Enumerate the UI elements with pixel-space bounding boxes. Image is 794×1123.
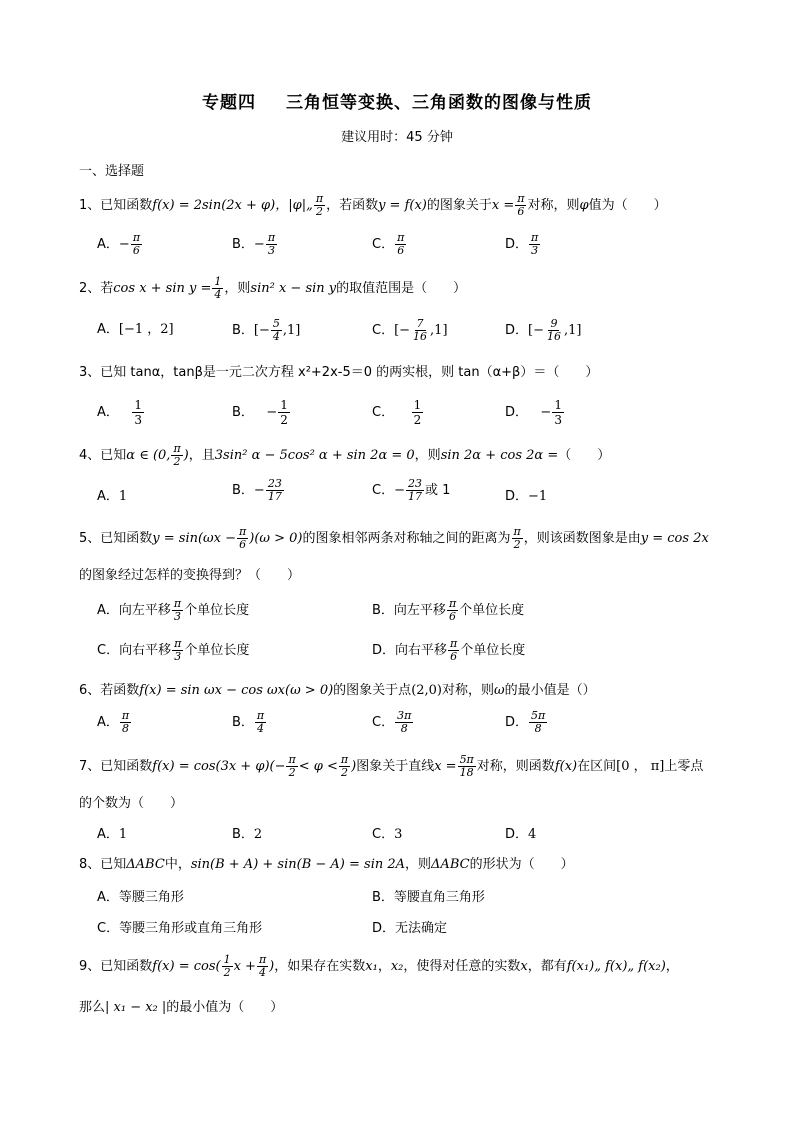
q8-option-a[interactable]: A．等腰三角形: [97, 890, 184, 905]
q3-option-c[interactable]: C． $\frac{1}{2}$: [372, 398, 422, 427]
section-heading: 一、选择题: [79, 164, 145, 179]
question-1: 1、已知函数f(x) = 2sin(2x + φ)，|φ|„ $\frac{\pi}{2}$ ，若函数y = f(x)的图象关于x = $\frac{\pi}{6}$ 对称，则φ值为（ ）: [79, 192, 667, 218]
question-6: 6、若函数f(x) = sin ωx − cos ωx(ω > 0)的图象关于点(2,0)对称，则ω的最小值是（）: [79, 683, 596, 698]
question-9: 9、已知函数f(x) = cos( $\frac{1}{2}$ x + $\frac{\pi}{4}$ )，如果存在实数x₁，x₂，使得对任意的实数x，都有f(x₁)„ f(x)„ f(x₂)，: [79, 953, 679, 979]
q5-option-c[interactable]: C．向右平移 $\frac{\pi}{3}$ 个单位长度: [97, 637, 250, 663]
q5-option-b[interactable]: B．向左平移 $\frac{\pi}{6}$ 个单位长度: [372, 597, 525, 623]
q3-option-d[interactable]: D． − $\frac{1}{3}$: [505, 398, 562, 427]
q2-option-c[interactable]: C．[− $\frac{7}{16}$ ,1]: [372, 317, 448, 343]
q4-option-b[interactable]: B．− $\frac{23}{17}$: [232, 477, 282, 503]
question-2: 2、若cos x + sin y = $\frac{1}{4}$ ，则sin² x − sin y的取值范围是（ ）: [79, 275, 467, 301]
q1-option-c[interactable]: C． $\frac{\pi}{6}$: [372, 231, 405, 257]
q6-option-b[interactable]: B． $\frac{\pi}{4}$: [232, 709, 265, 735]
q8-option-c[interactable]: C．等腰三角形或直角三角形: [97, 921, 263, 936]
q2-option-a[interactable]: A．[−1 ，2]: [97, 322, 174, 337]
q6-option-d[interactable]: D． $\frac{5\pi}{8}$: [505, 709, 546, 735]
q6-option-c[interactable]: C． $\frac{3\pi}{8}$: [372, 709, 412, 735]
question-8: 8、已知ΔABC中，sin(B + A) + sin(B − A) = sin 2A，则ΔABC的形状为（ ）: [79, 857, 574, 872]
q7-option-c[interactable]: C．3: [372, 827, 403, 842]
q2-option-b[interactable]: B．[− $\frac{5}{4}$ ,1]: [232, 317, 301, 343]
q1-option-a[interactable]: A．− $\frac{\pi}{6}$: [97, 231, 141, 257]
question-3: 3、已知 tanα，tanβ是一元二次方程 x²+2x-5＝0 的两实根，则 tan（α+β）＝（ ）: [79, 365, 599, 380]
question-5: 5、已知函数y = sin(ωx − $\frac{\pi}{6}$ )(ω > 0)的图象相邻两条对称轴之间的距离为 $\frac{\pi}{2}$ ，则该函数图象是由y = cos 2x: [79, 525, 709, 551]
q2-option-d[interactable]: D．[− $\frac{9}{16}$ ,1]: [505, 317, 582, 343]
q3-option-a[interactable]: A． $\frac{1}{3}$: [97, 398, 142, 427]
q1-option-b[interactable]: B．− $\frac{\pi}{3}$: [232, 231, 276, 257]
q7-option-a[interactable]: A．1: [97, 827, 128, 842]
question-4: 4、已知α ∈ (0, $\frac{\pi}{2}$ )，且3sin² α − 5cos² α + sin 2α = 0，则sin 2α + cos 2α =（ ）: [79, 442, 611, 468]
q5-option-d[interactable]: D．向右平移 $\frac{\pi}{6}$ 个单位长度: [372, 637, 526, 663]
q1-option-d[interactable]: D． $\frac{\pi}{3}$: [505, 231, 539, 257]
question-7: 7、已知函数f(x) = cos(3x + φ)(− $\frac{\pi}{2}$ < φ < $\frac{\pi}{2}$ )图象关于直线x = $\frac{5\pi}{18}$ 对称，则函数f(x)在区间[0 ， π]上零点: [79, 753, 704, 779]
q4-option-d[interactable]: D．−1: [505, 489, 548, 504]
q6-option-a[interactable]: A． $\frac{\pi}{8}$: [97, 709, 130, 735]
suggested-time: 建议用时：45 分钟: [341, 130, 453, 145]
q4-option-a[interactable]: A．1: [97, 489, 128, 504]
question-5-line-2: 的图象经过怎样的变换得到？（ ）: [79, 568, 301, 583]
q8-option-d[interactable]: D．无法确定: [372, 921, 448, 936]
q3-option-b[interactable]: B． − $\frac{1}{2}$: [232, 398, 288, 427]
q8-option-b[interactable]: B．等腰直角三角形: [372, 890, 485, 905]
q7-option-b[interactable]: B．2: [232, 827, 263, 842]
question-9-line-2: 那么| x₁ − x₂ |的最小值为（ ）: [79, 1000, 284, 1015]
q4-option-c[interactable]: C．− $\frac{23}{17}$ 或 1: [372, 477, 451, 503]
q5-option-a[interactable]: A．向左平移 $\frac{\pi}{3}$ 个单位长度: [97, 597, 250, 623]
page-title: 专题四 三角恒等变换、三角函数的图像与性质: [202, 93, 592, 113]
q7-option-d[interactable]: D．4: [505, 827, 537, 842]
question-7-line-2: 的个数为（ ）: [79, 796, 184, 811]
